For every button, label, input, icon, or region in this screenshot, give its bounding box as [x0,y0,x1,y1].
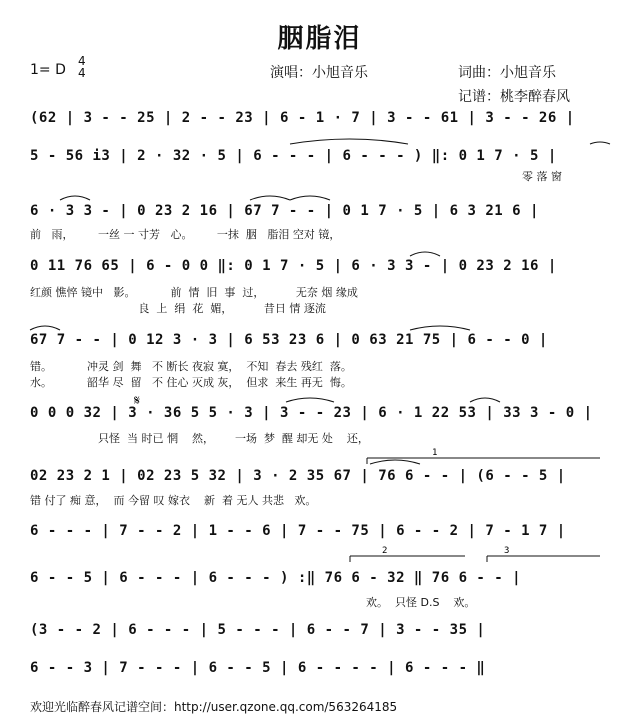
score-row-8: 6 - - - | 7 - - 2 | 1 - - 6 | 7 - - 75 | 6 - - 2 | 7 - 1 7 | [30,523,566,539]
score-row-5: 67 7 - - | 0 12 3 · 3 | 6 53 23 6 | 0 63 21 75 | 6 - - 0 | [30,332,548,348]
song-title: 胭脂泪 [277,24,362,54]
lyrics-row-7: 错 付了 痴 意， 而 今留 叹 嫁衣 新 着 无人 共悲 欢。 [30,494,317,507]
volta-2-number: 2 [382,546,388,556]
score-row-11: 6 - - 3 | 7 - - - | 6 - - 5 | 6 - - - - | 6 - - - ‖ [30,660,486,676]
lyrics-row-5a: 错。 冲灵 剑 舞 不 断长 夜寂 寞， 不知 春去 残红 落。 [30,360,352,373]
transcriber-credit: 记谱：桃李醉春风 [458,89,570,105]
score-row-9: 6 - - 5 | 6 - - - | 6 - - - ) :‖ 76 6 - 32 ‖ 76 6 - - | [30,570,522,586]
lyrics-row-4b: 良 上 绢 花 媚， 昔日 情 逐流 [30,302,326,315]
score-row-4: 0 11 76 65 | 6 - 0 0 ‖: 0 1 7 · 5 | 6 · 3 3 - | 0 23 2 16 | [30,258,557,274]
volta-bracket-1 [367,448,600,464]
score-row-2: 5 - 56 i3 | 2 · 32 · 5 | 6 - - - | 6 - - - ) ‖: 0 1 7 · 5 | [30,148,557,164]
volta-bracket-3 [487,546,600,562]
lyrics-row-2: 零 落 窗 [522,170,562,183]
segno-sign: 𝄋 [134,393,141,409]
slur-marks [30,139,610,464]
score-row-7: 02 23 2 1 | 02 23 5 32 | 3 · 2 35 67 | 76 6 - - | (6 - - 5 | [30,468,566,484]
composer-credit: 词曲：小旭音乐 [458,65,556,81]
lyrics-row-4a: 红颜 憔悴 镜中 影。 前 情 旧 事 过， 无奈 烟 缘成 [30,286,358,299]
footer-credit: 欢迎光临醉春风记谱空间：http://user.qzone.qq.com/563264185 [30,700,398,714]
key-signature: 1= D [30,62,66,78]
singer-credit: 演唱：小旭音乐 [270,65,368,81]
volta-bracket-2 [350,546,465,562]
lyrics-row-3: 前 雨， 一丝 一 寸芳 心。 一抹 胭 脂泪 空对 镜， [30,228,341,241]
lyrics-row-6: 只怪 当 时已 惘 然， 一场 梦 醒 却无 处 还， [98,432,369,445]
lyrics-row-5b: 水。 韶华 尽 留 不 住心 灭成 灰， 但求 来生 再无 悔。 [30,376,352,389]
lyrics-row-9: 欢。 只怪 D.S 欢。 [366,596,476,609]
time-sig-bottom: 4 [78,66,86,80]
score-row-6: 0 0 0 32 | 3 · 36 5 5 · 3 | 3 - - 23 | 6 · 1 22 53 | 33 3 - 0 | [30,405,593,421]
score-row-1: (62 | 3 - - 25 | 2 - - 23 | 6 - 1 · 7 | 3 - - 61 | 3 - - 26 | [30,110,575,126]
score-row-3: 6 · 3 3 - | 0 23 2 16 | 67 7 - - | 0 1 7 · 5 | 6 3 21 6 | [30,203,539,219]
volta-3-number: 3 [504,546,510,556]
time-sig-top: 4 [78,54,86,68]
score-row-10: (3 - - 2 | 6 - - - | 5 - - - | 6 - - 7 | 3 - - 35 | [30,622,486,638]
volta-1-number: 1 [432,448,438,458]
